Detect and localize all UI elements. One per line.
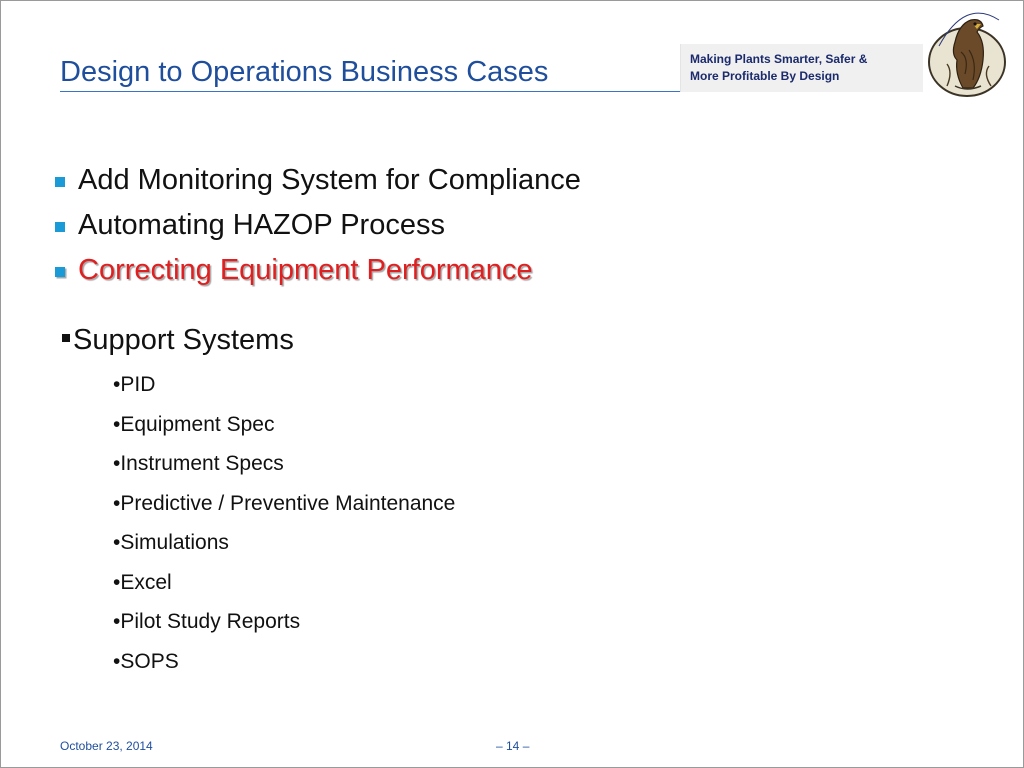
support-systems-heading [62, 324, 294, 357]
list-item: •Equipment Spec [113, 412, 275, 436]
support-heading-text: Support Systems [73, 324, 294, 356]
tagline-line-2: More Profitable By Design [690, 69, 840, 83]
falconeer-logo-icon [925, 2, 1009, 100]
list-item: •Instrument Specs [113, 452, 284, 475]
list-item: •Simulations [113, 531, 229, 554]
list-item: •SOPS [113, 649, 179, 673]
footer-date: October 23, 2014 [60, 739, 153, 753]
square-bullet-icon [55, 177, 65, 187]
list-item: •PID [113, 373, 156, 396]
bullet-text-highlighted: Correcting Equipment Performance [78, 254, 533, 286]
title-underline [60, 91, 680, 92]
square-bullet-icon [62, 334, 70, 342]
bullet-text: Automating HAZOP Process [78, 209, 445, 241]
slide-title: Design to Operations Business Cases [60, 56, 549, 88]
support-systems-list [113, 373, 455, 689]
tagline-text [690, 51, 920, 85]
square-bullet-icon [55, 267, 65, 277]
list-item: •Pilot Study Reports [113, 610, 301, 633]
list-item: •Excel [113, 570, 172, 594]
tagline-banner [680, 44, 923, 92]
bullet-text: Add Monitoring System for Compliance [78, 164, 581, 196]
list-item: •Predictive / Preventive Maintenance [113, 491, 456, 515]
square-bullet-icon [55, 222, 65, 232]
tagline-line-1: Making Plants Smarter, Safer & [690, 52, 868, 66]
footer-page-number: – 14 – [496, 739, 530, 753]
